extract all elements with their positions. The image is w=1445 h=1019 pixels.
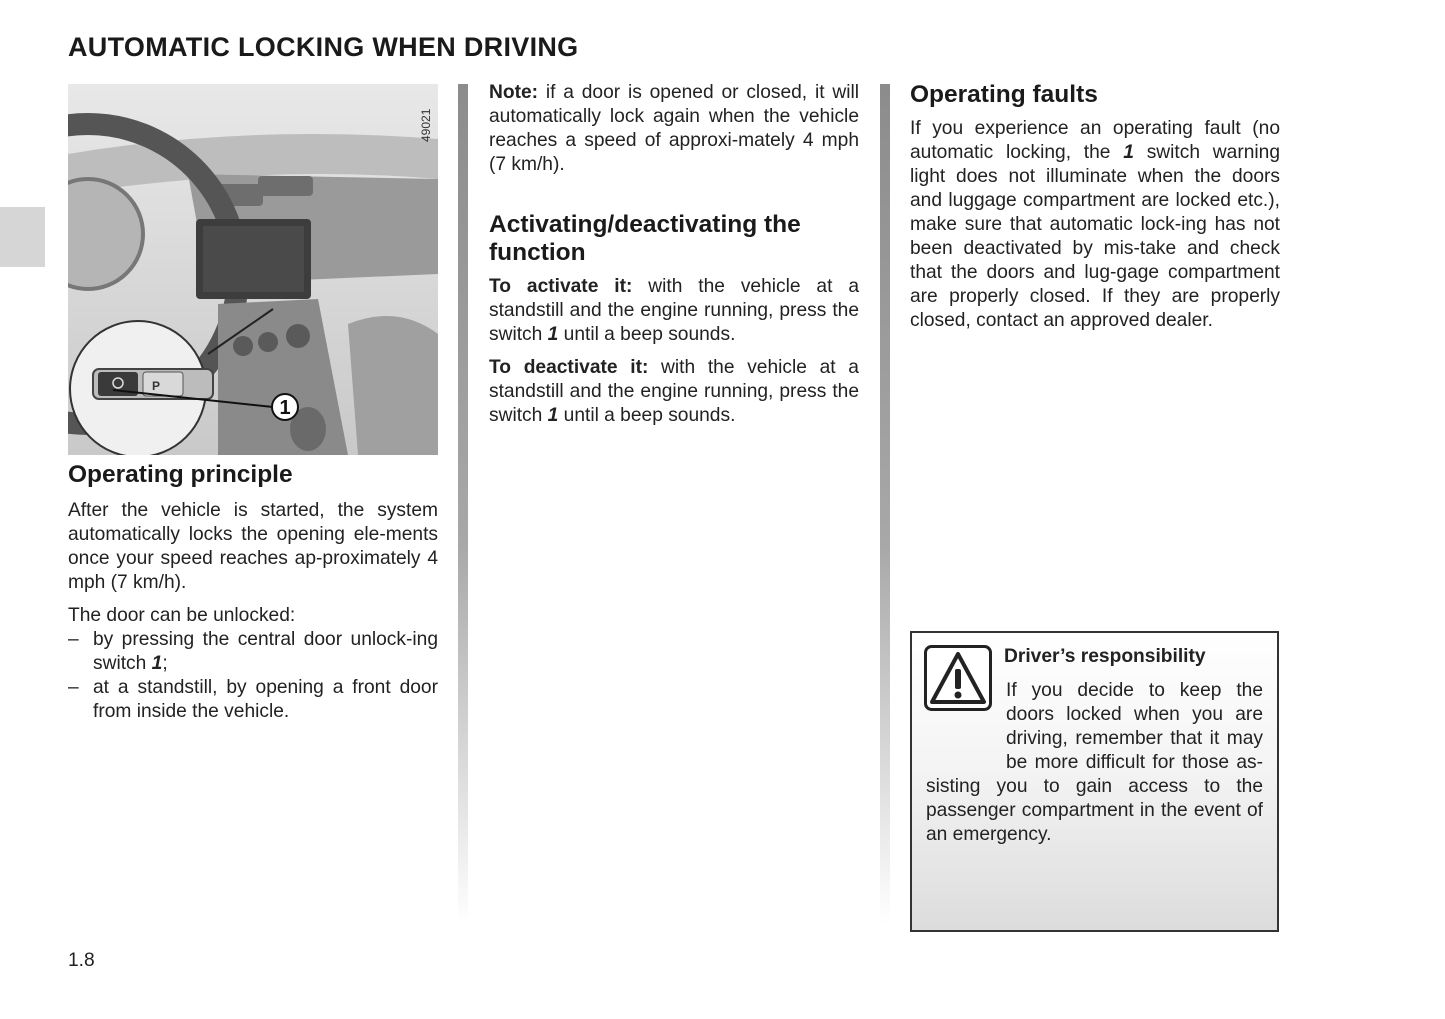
switch-reference: 1 <box>547 324 559 345</box>
list-item <box>68 628 438 676</box>
deactivate-paragraph: To deactivate it: with the vehicle at a standstill and the engine running, press the switch 1 until a beep sounds. <box>489 357 859 426</box>
note-label: Note: <box>489 82 539 103</box>
unlock-intro: The door can be unlocked: <box>68 605 296 626</box>
warning-box <box>910 631 1279 932</box>
operating-principle-text: After the vehicle is started, the system automatically locks the opening ele-ments once your speed reaches ap-proximately 4 mph (7 km/h). <box>68 500 438 593</box>
warning-text-block <box>926 679 1263 847</box>
operating-principle-heading: Operating principle <box>68 461 293 488</box>
faults-column <box>910 81 1280 333</box>
activate-paragraph: To activate it: with the vehicle at a standstill and the engine running, press the switch 1 until a beep sounds. <box>489 276 859 345</box>
list-item <box>68 676 438 724</box>
bullet-text: at a standstill, by opening a front door from inside the vehicle. <box>93 677 438 722</box>
deactivate-label: To deactivate it: <box>489 357 649 378</box>
switch-reference: 1 <box>1123 142 1134 163</box>
bullet-dash: – <box>68 677 79 698</box>
callout-number: 1 <box>279 397 291 419</box>
chapter-tab <box>0 207 45 267</box>
park-assist-label: P <box>152 379 161 393</box>
dashboard-illustration <box>68 84 438 455</box>
warning-text: If you decide to keep the doors locked when you are driving, remember that it may be more difficult for those as-sisting you to gain access to the passenger compartment in the event of an emergency. <box>926 680 1263 845</box>
activating-heading: Activating/deactivating the function <box>489 211 801 266</box>
warning-heading: Driver’s responsibility <box>1004 646 1206 667</box>
operating-principle-section <box>68 461 438 724</box>
operating-faults-heading: Operating faults <box>910 81 1098 108</box>
activate-label: To activate it: <box>489 276 633 297</box>
note-paragraph: Note: if a door is opened or closed, it will automatically lock again when the vehicle reaches a speed of approxi-mately 4 mph (7 km/h). <box>489 82 859 175</box>
column-separator <box>458 84 468 924</box>
column-separator <box>880 84 890 924</box>
page-title: AUTOMATIC LOCKING WHEN DRIVING <box>68 32 579 62</box>
operating-faults-text: If you experience an operating fault (no automatic locking, the 1 switch warning light does not illuminate when the doors and luggage compartment are locked etc.), make sure that automatic lock-ing has not been deactivated by mis-take and check that the doors and lug-gage compartment are properly closed. If they are properly closed, contact an approved dealer. <box>910 118 1280 331</box>
page-number: 1.8 <box>68 950 95 971</box>
figure-code: 49021 <box>419 108 433 142</box>
switch-reference: 1 <box>151 653 163 674</box>
bullet-dash: – <box>68 629 79 650</box>
activation-column <box>489 81 859 428</box>
switch-reference: 1 <box>547 405 559 426</box>
bullet-text: by pressing the central door unlock-ing switch 1; <box>93 629 438 674</box>
